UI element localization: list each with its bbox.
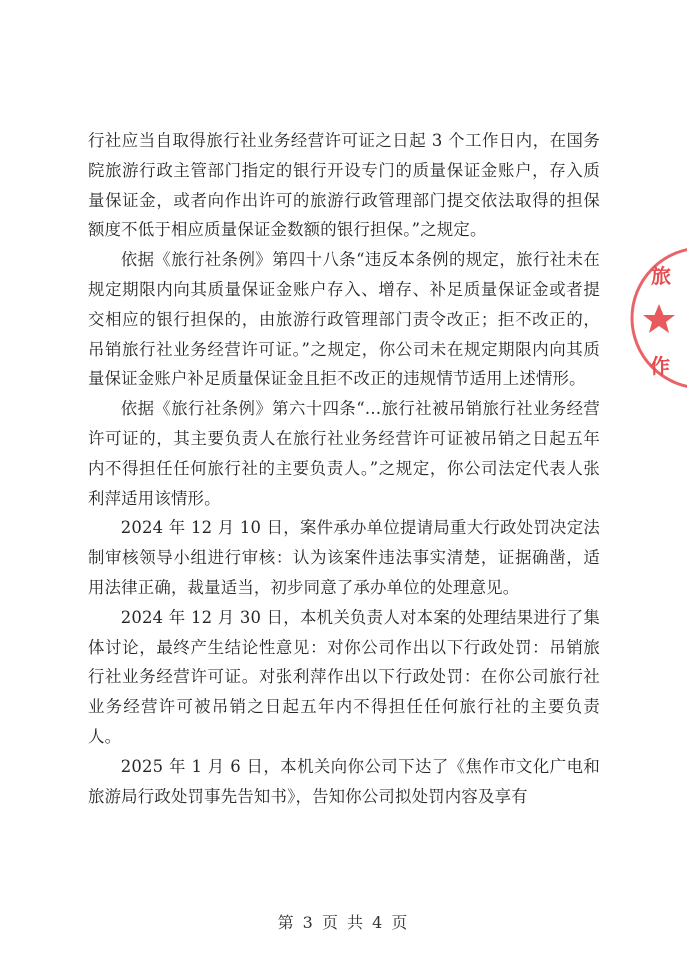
document-body bbox=[88, 126, 600, 811]
seal-char-2: 作 bbox=[650, 354, 670, 378]
paragraph-1: 行社应当自取得旅行社业务经营许可证之日起 3 个工作日内，在国务院旅游行政主管部门指定的银行开设专门的质量保证金账户，存入质量保证金，或者向作出许可的旅游行政管理部门提交依法取得的担保额度不低于相应质量保证金数额的银行担保。”之规定。 bbox=[88, 131, 600, 240]
paragraph-4: 2024 年 12 月 10 日，案件承办单位提请局重大行政处罚决定法制审核领导小组进行审核：认为该案件违法事实清楚，证据确凿，适用法律正确，裁量适当，初步同意了承办单位的处理意见。 bbox=[88, 518, 600, 597]
paragraph-6: 2025 年 1 月 6 日，本机关向你公司下达了《焦作市文化广电和旅游局行政处罚事先告知书》，告知你公司拟处罚内容及享有 bbox=[88, 756, 600, 806]
paragraph-3: 依据《旅行社条例》第六十四条“…旅行社被吊销旅行社业务经营许可证的，其主要负责人在旅行社业务经营许可证被吊销之日起五年内不得担任任何旅行社的主要负责人。”之规定，你公司法定代表人张利萍适用该情形。 bbox=[88, 399, 600, 508]
paragraph-2: 依据《旅行社条例》第四十八条“违反本条例的规定，旅行社未在规定期限内向其质量保证金账户存入、增存、补足质量保证金或者提交相应的银行担保的，由旅游行政管理部门责令改正；拒不改正的，吊销旅行社业务经营许可证。”之规定，你公司未在规定期限内向其质量保证金账户补足质量保证金且拒不改正的违规情节适用上述情形。 bbox=[88, 250, 600, 389]
seal-star-icon bbox=[643, 304, 675, 333]
page-number: 第 3 页 共 4 页 bbox=[277, 913, 410, 932]
paragraph-5: 2024 年 12 月 30 日，本机关负责人对本案的处理结果进行了集体讨论，最终产生结论性意见：对你公司作出以下行政处罚：吊销旅行社业务经营许可证。对张利萍作出以下行政处罚：在你公司旅行社业务经营许可被吊销之日起五年内不得担任任何旅行社的主要负责人。 bbox=[88, 607, 600, 746]
seal-char-1: 旅 bbox=[651, 264, 671, 288]
official-seal-partial bbox=[626, 238, 687, 398]
